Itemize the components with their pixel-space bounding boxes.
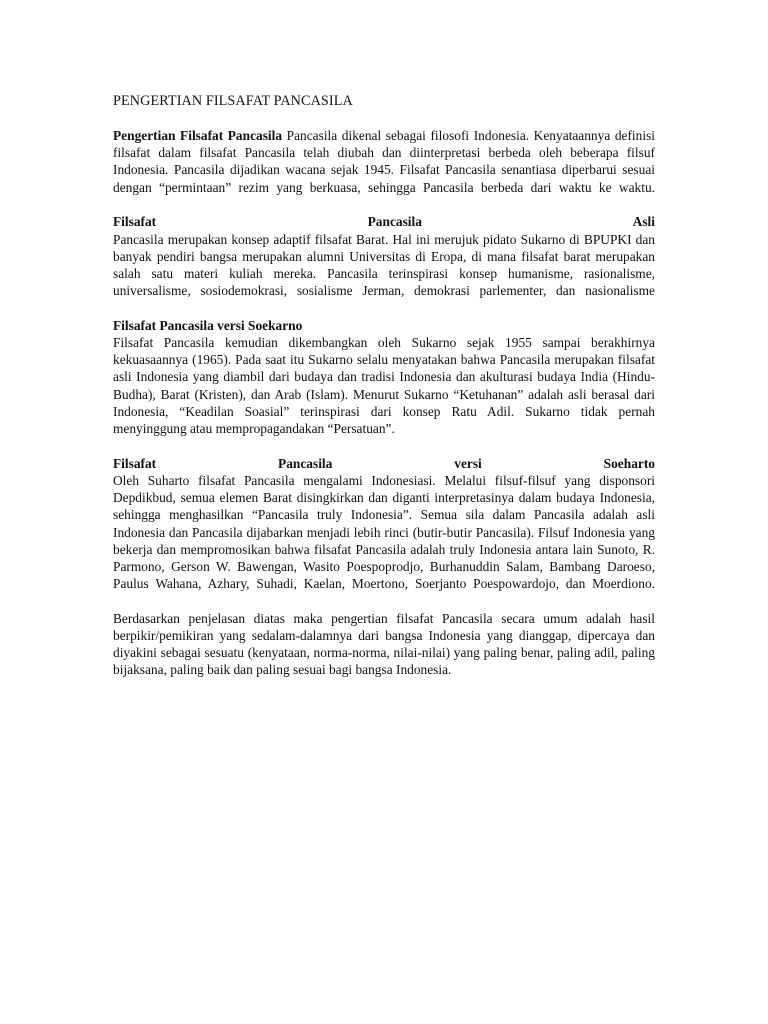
section-body: Filsafat Pancasila kemudian dikembangkan oleh Sukarno sejak 1955 sampai berakhirnya kekuasaannya (1965). Pada saat itu Sukarno selalu menyatakan bahwa Pancasila merupakan filsafat asli Indonesia yang diambil dari budaya dan tradisi Indonesia dan akulturasi budaya India (Hindu-Budha), Barat (Kristen), dan Arab (Islam). Menurut Sukarno “Ketuhanan” adalah asli berasal dari Indonesia, “Keadilan Soasial” terinspirasi dari konsep Ratu Adil. Sukarno tidak pernah menyinggung atau mempropagandakan “Persatuan”. — [113, 335, 655, 437]
section-body: Pancasila dikenal sebagai filosofi Indonesia. Kenyataannya definisi filsafat dalam filsafat Pancasila telah diubah dan diinterpretasi berbeda oleh beberapa filsuf Indonesia. Pancasila dijadikan wacana sejak 1945. Filsafat Pancasila senantiasa diperbarui sesuai dengan “permintaan” rezim yang berkuasa, sehingga Pancasila berbeda dari waktu ke waktu. — [113, 128, 655, 195]
section-body: Pancasila merupakan konsep adaptif filsafat Barat. Hal ini merujuk pidato Sukarno di BPUPKI dan banyak pendiri bangsa merupakan alumni Universitas di Eropa, di mana filsafat barat merupakan salah satu materi kuliah mereka. Pancasila terinspirasi konsep humanisme, rasionalisme, universalisme, sosiodemokrasi, sosialisme Jerman, demokrasi parlementer, dan nasionalisme — [113, 231, 655, 299]
section-pengertian — [113, 127, 655, 196]
document-page — [113, 93, 655, 696]
section-heading: Filsafat Pancasila Asli — [113, 214, 655, 230]
section-heading: Pengertian Filsafat Pancasila — [113, 128, 283, 143]
document-title: PENGERTIAN FILSAFAT PANCASILA — [113, 93, 353, 109]
section-body: Oleh Suharto filsafat Pancasila mengalami Indonesiasi. Melalui filsuf-filsuf yang disponsori Depdikbud, semua elemen Barat disingkirkan dan diganti interpretasinya dalam budaya Indonesia, sehingga menghasilkan “Pancasila truly Indonesia”. Semua sila dalam Pancasila adalah asli Indonesia dan Pancasila dijabarkan menjadi lebih rinci (butir-butir Pancasila). Filsuf Indonesia yang bekerja dan mempromosikan bahwa filsafat Pancasila adalah truly Indonesia antara lain Sunoto, R. Parmono, Gerson W. Bawengan, Wasito Poespoprodjo, Burhanuddin Salam, Bambang Daroeso, Paulus Wahana, Azhary, Suhadi, Kaelan, Moertono, Soerjanto Poespowardojo, dan Moerdiono. — [113, 472, 655, 592]
section-heading: Filsafat Pancasila versi Soekarno — [113, 317, 303, 333]
section-asli — [113, 213, 655, 299]
conclusion-body: Berdasarkan penjelasan diatas maka pengertian filsafat Pancasila secara umum adalah hasil berpikir/pemikiran yang sedalam-dalamnya dari bangsa Indonesia yang dianggap, dipercaya dan diyakini sebagai sesuatu (kenyataan, norma-norma, nilai-nilai) yang paling benar, paling adil, paling bijaksana, paling baik dan paling sesuai bagi bangsa Indonesia. — [113, 610, 655, 678]
section-kesimpulan — [113, 610, 655, 679]
section-soekarno — [113, 317, 655, 437]
section-heading: Filsafat Pancasila versi Soeharto — [113, 455, 655, 471]
section-paragraph — [113, 127, 655, 196]
section-soeharto — [113, 455, 655, 593]
